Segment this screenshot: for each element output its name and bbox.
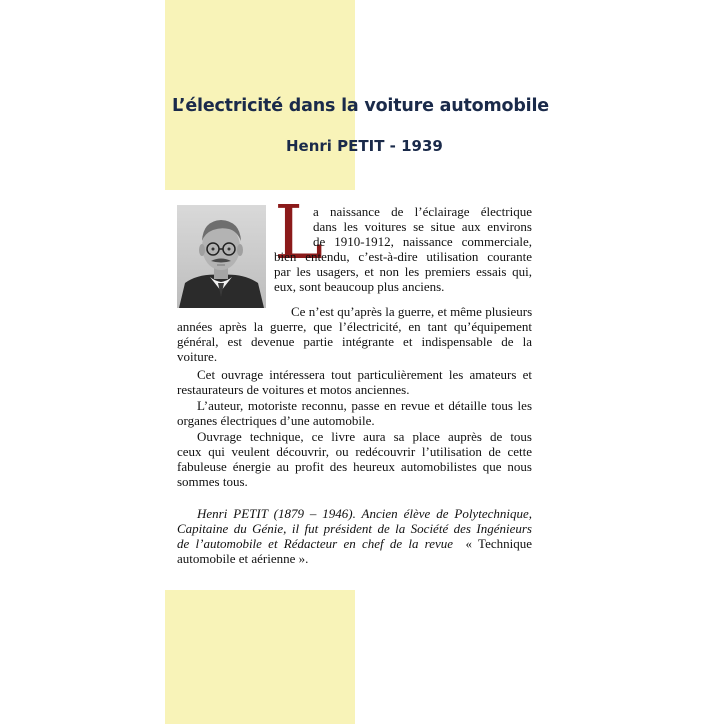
intro-paragraph-cont: [274, 249, 532, 294]
dropcap-letter: L: [274, 190, 324, 276]
paragraph-4: [177, 398, 532, 428]
text-line: par les usagers, et non les premiers essais qui,: [274, 264, 532, 280]
text-line: fabuleuse énergie au profit des heureux automobilistes que nous: [177, 459, 532, 475]
text-line: automobile et aérienne ».: [177, 551, 309, 567]
paragraph-3: [177, 367, 532, 397]
text-line: a naissance de l’éclairage électrique: [313, 204, 532, 219]
man-portrait-icon: [177, 205, 266, 308]
text-line: voiture.: [177, 349, 218, 365]
text-line: L’auteur, motoriste reconnu, passe en revue et détaille tous les: [197, 398, 532, 413]
bio-quote: « Technique: [465, 536, 532, 552]
text-line: années après la guerre, que l’électricité, en tant qu’équipement: [177, 319, 532, 335]
text-line: bien entendu, c’est-à-dire utilisation courante: [274, 249, 532, 265]
text-line: Capitaine du Génie, il fut président de la Société des Ingénieurs: [177, 521, 532, 537]
text-line: eux, sont beaucoup plus anciens.: [274, 279, 445, 295]
text-line: dans les voitures se situe aux environs: [313, 219, 532, 235]
author-portrait: [177, 205, 266, 308]
intro-paragraph: [313, 204, 532, 249]
text-line: de 1910-1912, naissance commerciale,: [313, 234, 532, 250]
text-line: Ce n’est qu’après la guerre, et même plusieurs: [291, 304, 533, 319]
book-title: L’électricité dans la voiture automobile: [172, 96, 549, 116]
paragraph-2: [177, 304, 532, 364]
text-line: ceux qui veulent découvrir, ou redécouvrir l’utilisation de cette: [177, 444, 532, 460]
text-line: Henri PETIT (1879 – 1946). Ancien élève de Polytechnique,: [197, 506, 532, 521]
text-line: Cet ouvrage intéressera tout particulièrement les amateurs et: [197, 367, 532, 382]
author-line: Henri PETIT - 1939: [286, 137, 443, 155]
text-line: organes électriques d’une automobile.: [177, 413, 375, 429]
bio-text: de l’automobile et Rédacteur en chef de la revue: [177, 536, 454, 552]
text-line: sommes tous.: [177, 474, 248, 490]
text-line: restaurateurs de voitures et motos anciennes.: [177, 382, 410, 398]
paragraph-5: [177, 429, 532, 489]
author-bio: [177, 506, 532, 566]
text-line: général, est devenue partie intégrante et indispensable de la: [177, 334, 532, 350]
text-line: Ouvrage technique, ce livre aura sa place auprès de tous: [197, 429, 532, 444]
text-line: [177, 536, 532, 551]
